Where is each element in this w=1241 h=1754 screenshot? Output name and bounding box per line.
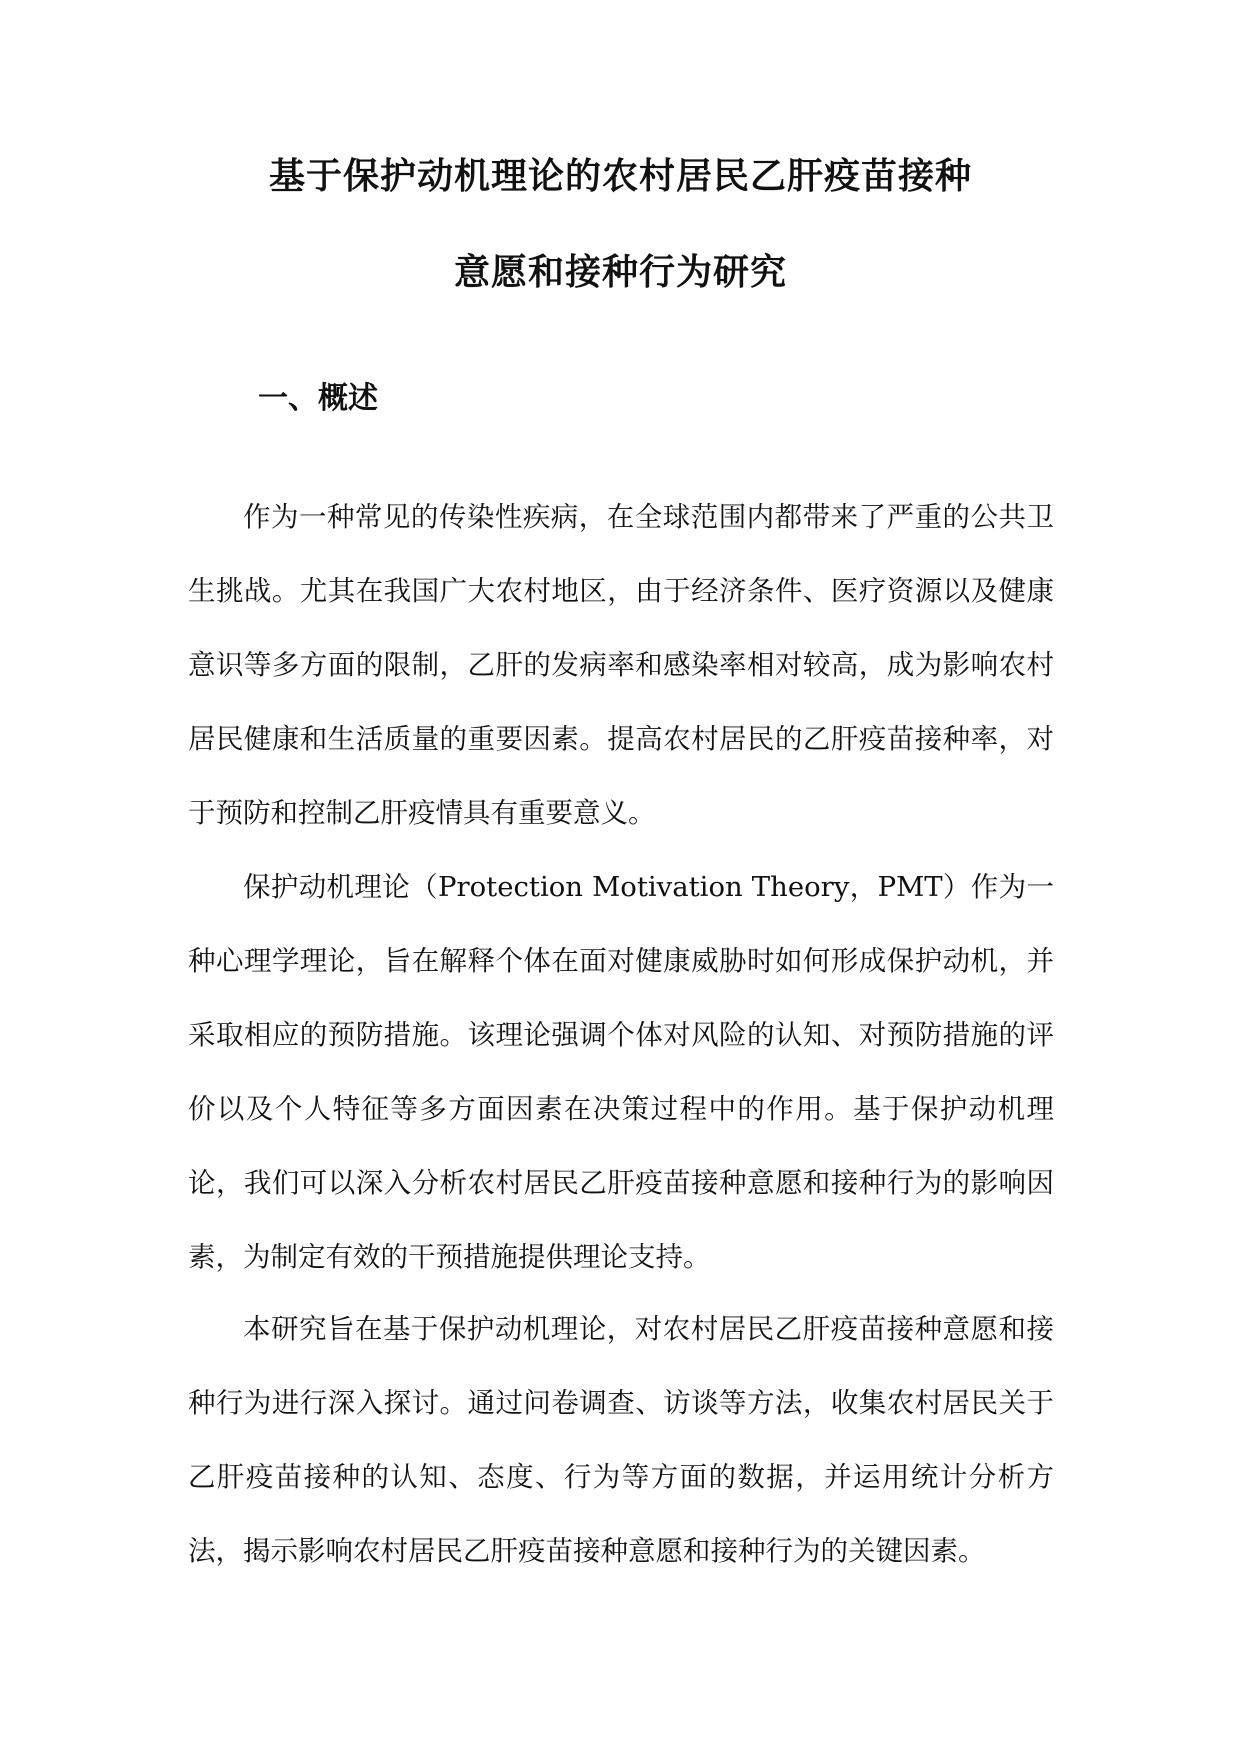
document-title-line-2: 意愿和接种行为研究 bbox=[453, 252, 787, 293]
document-title-line-1: 基于保护动机理论的农村居民乙肝疫苗接种 bbox=[268, 156, 972, 197]
paragraph-overview-2: 保护动机理论（Protection Motivation Theory，PMT）作为一种心理学理论，旨在解释个体在面对健康威胁时如何形成保护动机，并采取相应的预防措施。该理论强调个体对风险的认知、对预防措施的评价以及个人特征等多方面因素在决策过程中的作用。基于保护动机理论，我们可以深入分析农村居民乙肝疫苗接种意愿和接种行为的影响因素，为制定有效的干预措施提供理论支持。 bbox=[188, 870, 1054, 1273]
section-heading: 一、概述 bbox=[258, 381, 378, 416]
paragraph-overview-3: 本研究旨在基于保护动机理论，对农村居民乙肝疫苗接种意愿和接种行为进行深入探讨。通过问卷调查、访谈等方法，收集农村居民关于乙肝疫苗接种的认知、态度、行为等方面的数据，并运用统计分析方法，揭示影响农村居民乙肝疫苗接种意愿和接种行为的关键因素。 bbox=[188, 1312, 1054, 1567]
paragraph-overview-1: 作为一种常见的传染性疾病，在全球范围内都带来了严重的公共卫生挑战。尤其在我国广大农村地区，由于经济条件、医疗资源以及健康意识等多方面的限制，乙肝的发病率和感染率相对较高，成为影响农村居民健康和生活质量的重要因素。提高农村居民的乙肝疫苗接种率，对于预防和控制乙肝疫情具有重要意义。 bbox=[188, 500, 1054, 829]
